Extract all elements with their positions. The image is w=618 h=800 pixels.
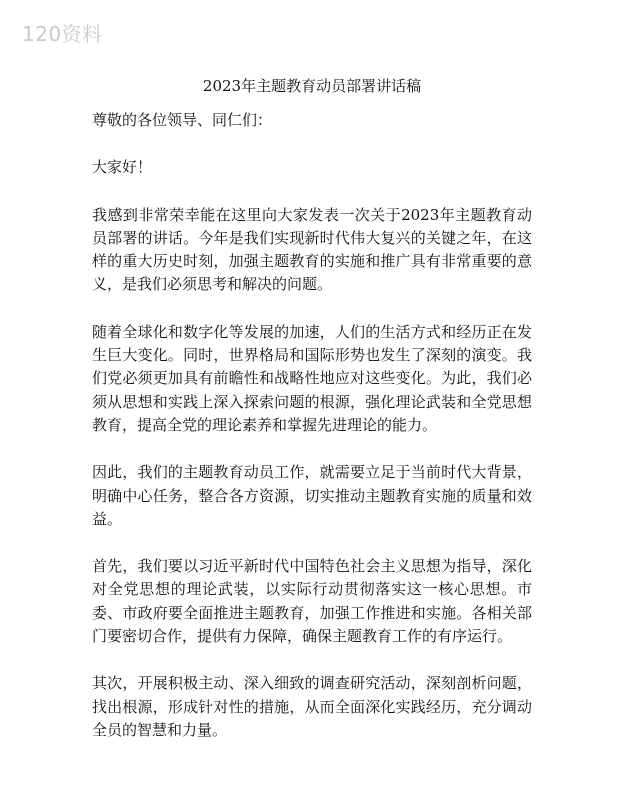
salutation: 尊敬的各位领导、同仁们： [92, 111, 273, 129]
document-page [92, 75, 532, 766]
watermark: 120资料 [22, 22, 103, 46]
body-paragraph-4: 首先，我们要以习近平新时代中国特色社会主义思想为指导，深化对全党思想的理论武装，以实际行动贯彻落实这一核心思想。市委、市政府要全面推进主题教育，加强工作推进和实施。各相关部门要密切合作，提供有力保障，确保主题教育工作的有序运行。 [92, 557, 532, 646]
body-paragraph-5: 其次，开展积极主动、深入细致的调查研究活动，深刻剖析问题，找出根源，形成针对性的措施，从而全面深化实践经历，充分调动全员的智慧和力量。 [92, 674, 532, 739]
document-title: 2023年主题教育动员部署讲话稿 [202, 77, 422, 95]
greeting: 大家好！ [92, 158, 153, 177]
body-paragraph-3: 因此，我们的主题教育动员工作，就需要立足于当前时代大背景，明确中心任务，整合各方资源，切实推动主题教育实施的质量和效益。 [92, 463, 532, 528]
body-paragraph-1: 我感到非常荣幸能在这里向大家发表一次关于2023年主题教育动员部署的讲话。今年是我们实现新时代伟大复兴的关键之年，在这样的重大历史时刻，加强主题教育的实施和推广具有非常重要的意义，是我们必须思考和解决的问题。 [92, 205, 532, 294]
body-paragraph-2: 随着全球化和数字化等发展的加速，人们的生活方式和经历正在发生巨大变化。同时，世界格局和国际形势也发生了深刻的演变。我们党必须更加具有前瞻性和战略性地应对这些变化。为此，我们必须从思想和实践上深入探索问题的根源，强化理论武装和全党思想教育，提高全党的理论素养和掌握先进理论的能力。 [92, 322, 532, 434]
